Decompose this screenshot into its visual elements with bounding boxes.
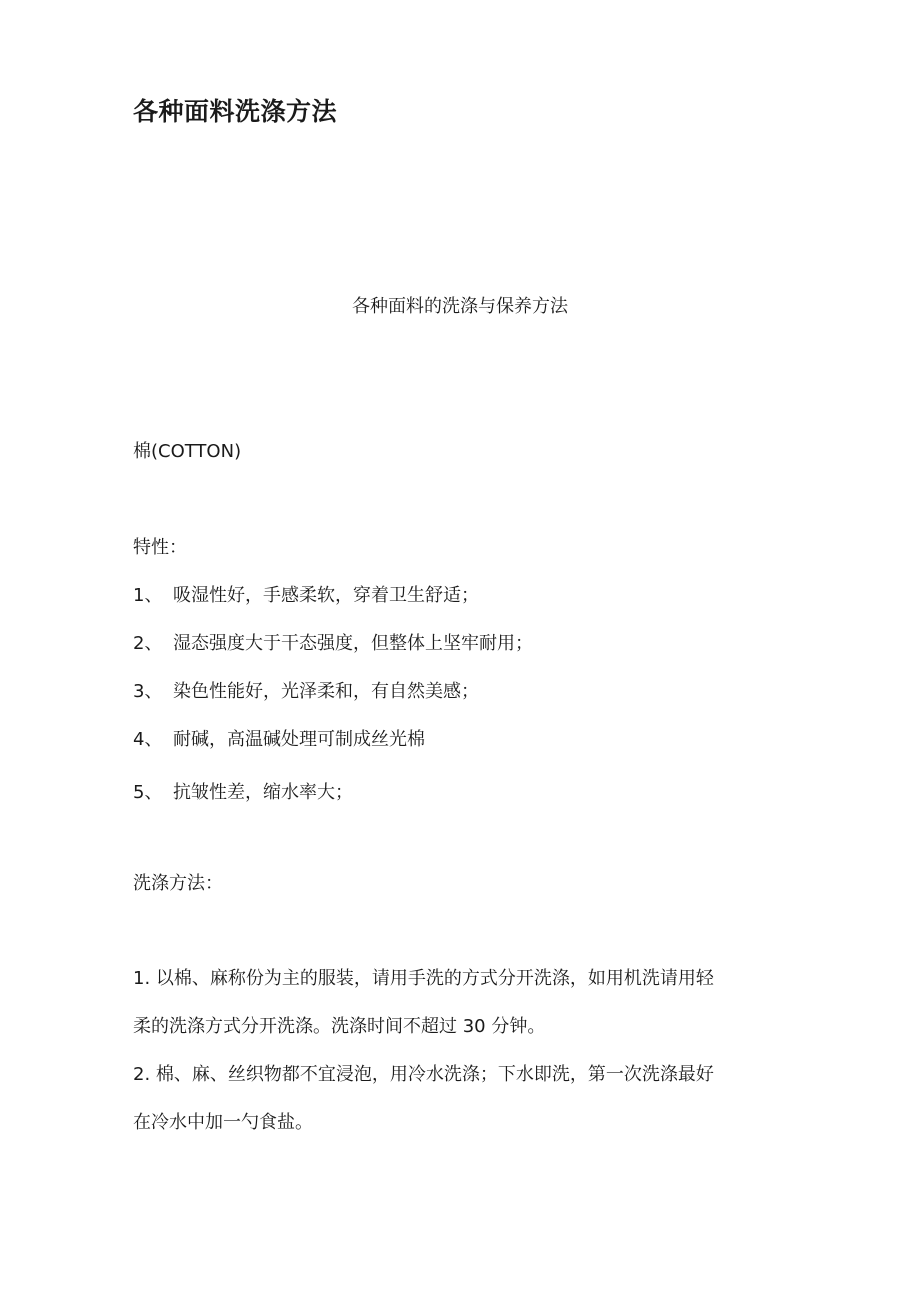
property-item: [133, 581, 479, 607]
washing-step-line: 在冷水中加一勺食盐。: [133, 1112, 313, 1133]
property-item: [133, 677, 479, 703]
property-text: 吸湿性好，手感柔软，穿着卫生舒适；: [173, 585, 479, 606]
properties-heading: 特性：: [133, 537, 187, 558]
document-subtitle: 各种面料的洗涤与保养方法: [352, 296, 568, 317]
property-item: [133, 629, 533, 655]
fabric-heading: 棉(COTTON): [133, 441, 242, 462]
property-item: [133, 725, 425, 751]
washing-step: [133, 955, 793, 1051]
washing-heading: 洗涤方法：: [133, 873, 223, 894]
washing-step-line: 1. 以棉、麻称份为主的服装，请用手洗的方式分开洗涤，如用机洗请用轻: [133, 968, 714, 989]
property-number: 3、: [133, 681, 163, 702]
washing-step-line: 柔的洗涤方式分开洗涤。洗涤时间不超过 30 分钟。: [133, 1016, 546, 1037]
property-number: 2、: [133, 633, 163, 654]
washing-step: [133, 1051, 793, 1147]
washing-step-line: 2. 棉、麻、丝织物都不宜浸泡，用冷水洗涤；下水即洗，第一次洗涤最好: [133, 1064, 714, 1085]
property-text: 耐碱，高温碱处理可制成丝光棉: [173, 729, 425, 750]
property-item: [133, 778, 353, 804]
property-number: 4、: [133, 729, 163, 750]
property-number: 1、: [133, 585, 163, 606]
property-text: 湿态强度大于干态强度，但整体上坚牢耐用；: [173, 633, 533, 654]
property-number: 5、: [133, 782, 163, 803]
document-title: 各种面料洗涤方法: [133, 97, 338, 126]
property-text: 抗皱性差，缩水率大；: [173, 782, 353, 803]
property-text: 染色性能好，光泽柔和，有自然美感；: [173, 681, 479, 702]
